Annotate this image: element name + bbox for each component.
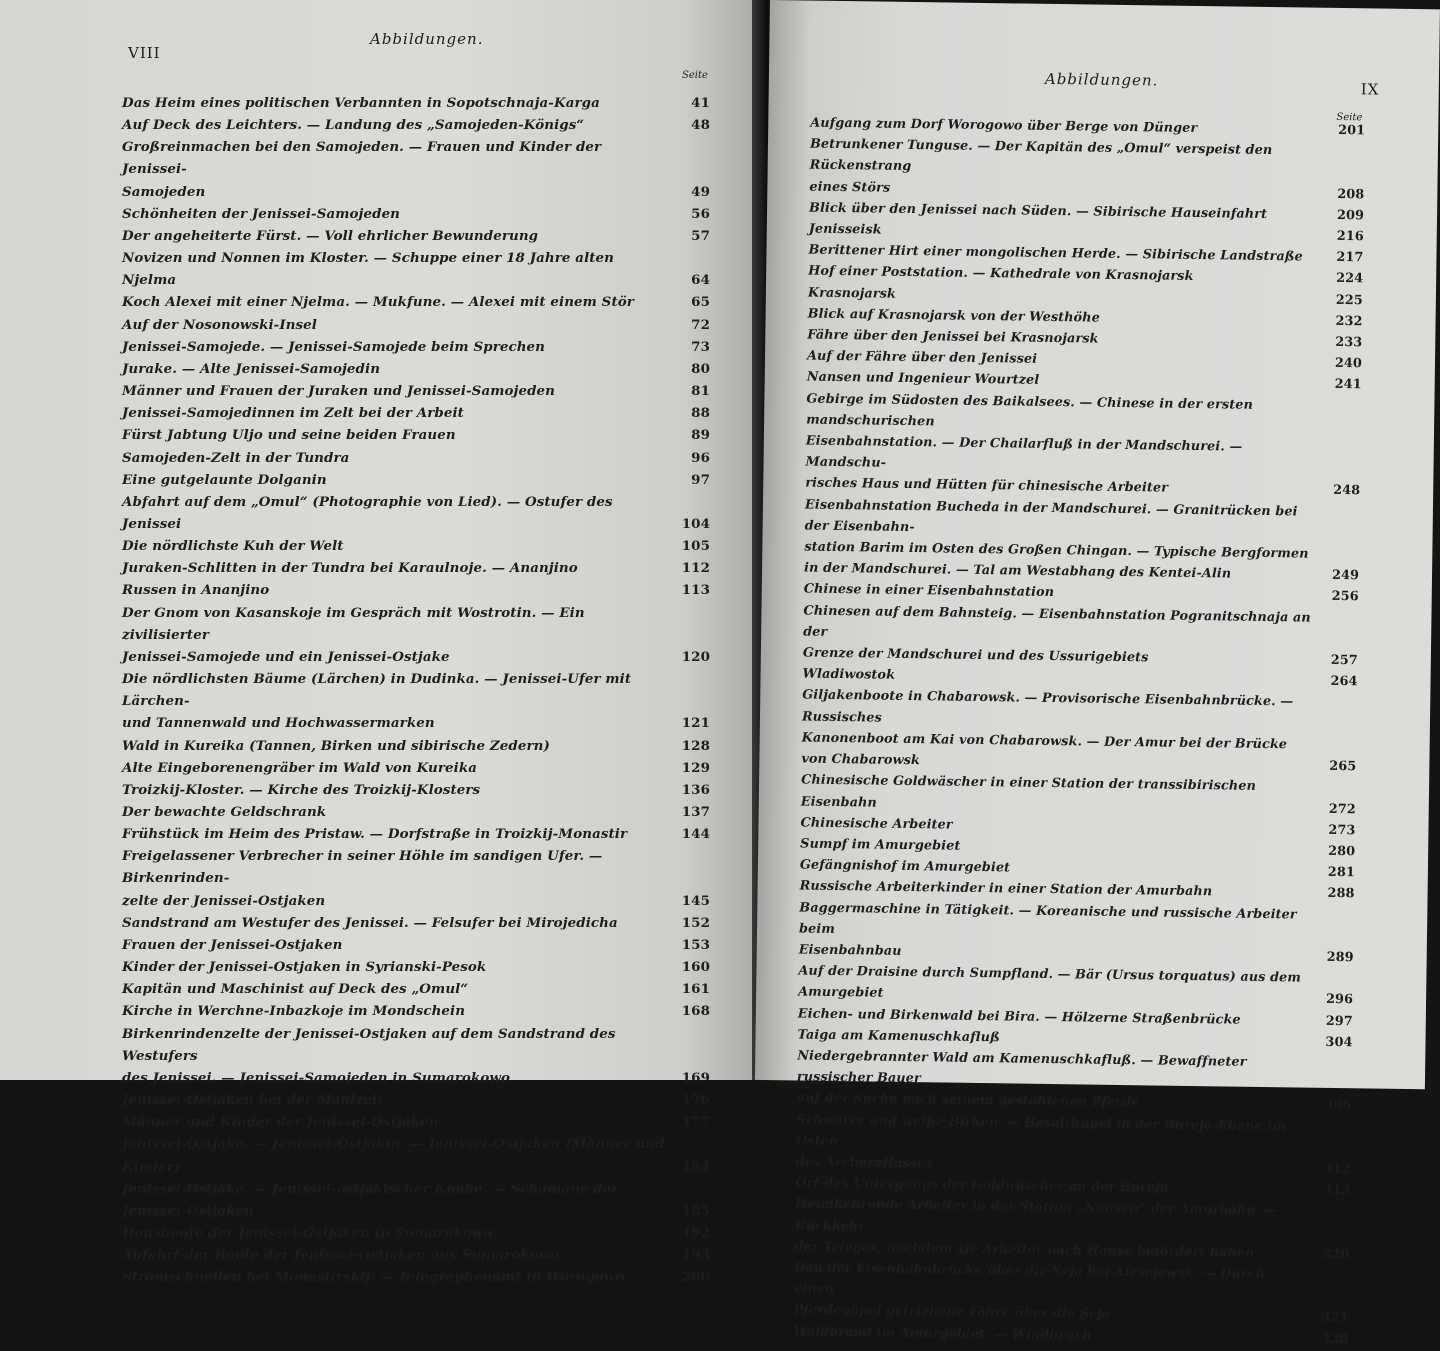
entry-caption: Berittener Hirt einer mongolischen Herde. — Sibirische Landstraße [808, 242, 1303, 265]
entry-caption: Bau der Eisenbahnbrücke über die Seja bei Alexejewsk. — Durch einen Pferdegöpel getriebene Fähre über die Seja [793, 1260, 1266, 1323]
entry-caption: Frauen der Jenissei-Ostjaken [122, 936, 343, 953]
list-item [794, 1257, 1350, 1328]
list-item [122, 823, 710, 845]
entry-page-number: 209 [1336, 207, 1365, 224]
entry-page-number: 120 [681, 648, 710, 665]
entry-page-number: 113 [681, 582, 710, 599]
entry-page-number: 288 [1327, 886, 1355, 902]
entry-page-number: 49 [691, 183, 710, 200]
right-page-header: Abbildungen. [1044, 69, 1159, 90]
entry-caption: Betrunkener Tunguse. — Der Kapitän des „Omul“ verspeist den Rückenstrang eines Störs [809, 136, 1273, 196]
list-item [122, 92, 710, 114]
list-item [122, 1133, 710, 1177]
entry-page-number: 144 [681, 826, 710, 843]
entry-caption: Waldbrand im Amurgebiet. — Windbruch [793, 1324, 1092, 1344]
list-item [122, 1178, 710, 1222]
list-item [122, 1023, 710, 1089]
entry-caption: Fähre über den Jenissei bei Krasnojarsk [807, 327, 1099, 347]
entry-page-number: 304 [1325, 1034, 1353, 1050]
entry-caption: Jenissei-Ostjake. — Jenissei-ostjakischer Knabe. — Schamane der Jenissei-Ostjaken [122, 1180, 619, 1219]
entry-page-number: 265 [1329, 758, 1357, 775]
list-item [796, 1109, 1352, 1180]
entry-page-number: 72 [691, 316, 710, 333]
entry-page-number: 233 [1335, 334, 1363, 351]
entry-page-number: 200 [681, 1269, 710, 1286]
entry-page-number: 121 [681, 715, 710, 732]
entry-caption: Schönheiten der Jenissei-Samojeden [122, 205, 401, 222]
entry-caption: Kinder der Jenissei-Ostjaken in Syrianski-Pesok [122, 959, 487, 976]
list-item [804, 494, 1360, 587]
entry-caption: Sumpf im Amurgebiet [800, 836, 961, 854]
list-item [122, 845, 710, 911]
entry-page-number: 112 [681, 560, 710, 577]
entry-caption: Jenisseisk [808, 221, 882, 238]
entry-page-number: 168 [681, 1003, 710, 1020]
list-item [794, 1194, 1350, 1265]
entry-page-number: 105 [681, 538, 710, 555]
entry-caption: Der angeheiterte Fürst. — Voll ehrlicher Bewunderung [122, 227, 539, 244]
entry-caption: Chinesische Goldwäscher in einer Station der transsibirischen Eisenbahn [800, 772, 1256, 811]
entry-caption: Ort des Untergangs der Goldwäscher an der Bureja [795, 1175, 1169, 1196]
list-item [799, 897, 1355, 968]
entry-caption: Auf der Fähre über den Jenissei [806, 348, 1038, 367]
list-item [122, 1000, 710, 1022]
list-item [801, 685, 1357, 778]
list-item [122, 203, 710, 225]
entry-page-number: 320 [1322, 1246, 1350, 1262]
entry-caption: Männer und Frauen der Juraken und Jenissei-Samojeden [122, 383, 556, 400]
entry-caption: Großreinmachen bei den Samojeden. — Frauen und Kinder der Jenissei- Samojeden [122, 139, 602, 200]
entry-page-number: 297 [1325, 1013, 1353, 1029]
entry-page-number: 161 [681, 981, 710, 998]
entry-page-number: 280 [1328, 843, 1356, 860]
entry-caption: Juraken-Schlitten in der Tundra bei Karaulnoje. — Ananjino [122, 560, 578, 577]
entry-caption: Die nördlichste Kuh der Welt [122, 538, 344, 555]
entry-page-number: 177 [681, 1114, 710, 1131]
list-item [122, 579, 710, 601]
entry-page-number: 249 [1331, 568, 1360, 584]
list-item [122, 535, 710, 557]
entry-page-number: 224 [1336, 271, 1364, 287]
entry-page-number: 128 [681, 737, 710, 754]
entry-page-number: 81 [691, 383, 710, 400]
entry-page-number: 104 [681, 515, 710, 532]
list-item [122, 114, 710, 136]
list-item [122, 247, 710, 291]
list-item [122, 1266, 710, 1288]
list-item [809, 134, 1365, 205]
entry-caption: Jenissei-Samojedinnen im Zelt bei der Arbeit [122, 405, 464, 422]
entry-page-number: 96 [691, 449, 710, 466]
entry-caption: Taiga am Kamenuschkafluß [797, 1027, 1001, 1046]
entry-page-number: 248 [1333, 483, 1361, 499]
entry-page-number: 256 [1331, 589, 1359, 605]
list-item [122, 602, 710, 668]
entry-page-number: 216 [1336, 228, 1364, 245]
list-item [122, 380, 710, 402]
entry-page-number: 145 [681, 892, 710, 909]
entry-page-number: 89 [691, 427, 710, 444]
entry-caption: Auf Deck des Leichters. — Landung des „Samojeden-Königs“ [122, 117, 585, 134]
list-item [122, 358, 710, 380]
list-item [122, 336, 710, 358]
entry-page-number: 217 [1336, 250, 1364, 266]
entry-caption: Kapitän und Maschinist auf Deck des „Omul“ [122, 981, 469, 998]
entry-caption: Jurake. — Alte Jenissei-Samojedin [122, 360, 381, 377]
entry-page-number: 257 [1330, 652, 1358, 669]
entry-caption: Heimkehrende Arbeiter in der Station „Nansen“ der Amurbahn. — Rückkehr der Telegas, nachdem sie Arbeiter nach Hause befördert haben [794, 1196, 1278, 1261]
entry-page-number: 208 [1337, 186, 1365, 202]
entry-page-number: 48 [691, 117, 710, 134]
entry-caption: Baggermaschine in Tätigkeit. — Koreanische und russische Arbeiter beim Eisenbahnbau [798, 900, 1297, 959]
entry-page-number: 241 [1334, 377, 1362, 393]
entry-caption: Wald in Kureika (Tannen, Birken und sibirische Zedern) [122, 737, 550, 754]
entry-page-number: 137 [681, 804, 710, 820]
entry-page-number: 88 [691, 405, 710, 422]
entry-page-number: 193 [681, 1247, 710, 1264]
right-page [755, 0, 1440, 1347]
list-item [122, 1111, 710, 1133]
list-item [803, 600, 1359, 671]
entry-page-number: 80 [691, 360, 710, 377]
entry-caption: Chinese in einer Eisenbahnstation [803, 581, 1055, 601]
list-item [122, 491, 710, 535]
entry-caption: Russische Arbeiterkinder in einer Station der Amurbahn [799, 878, 1213, 900]
entry-caption: Krasnojarsk [807, 285, 897, 302]
list-item [122, 557, 710, 579]
entry-page-number: 321 [1321, 1310, 1349, 1326]
entry-page-number: 272 [1328, 801, 1356, 817]
entry-page-number: 65 [691, 294, 710, 311]
right-page-number: IX [1360, 80, 1380, 99]
entry-page-number: 56 [691, 205, 710, 222]
entry-caption: Alte Eingeborenengräber im Wald von Kureika [122, 759, 477, 776]
list-item [122, 735, 710, 757]
list-item [122, 757, 710, 779]
entry-caption: Abfahrt der Boote der Jenissei-Ostjaken aus Sumarokowo [122, 1247, 560, 1264]
list-item [122, 314, 710, 336]
entry-caption: Giljakenboote in Chabarowsk. — Provisorische Eisenbahnbrücke. — Russisches Kanonenboot am Kai von Chabarowsk. — Der Amur bei der Brücke von Chabarowsk [801, 688, 1294, 769]
entry-page-number: 201 [1338, 122, 1366, 139]
entry-page-number: 169 [681, 1069, 710, 1086]
entry-page-number: 97 [691, 471, 710, 488]
left-page-number: VIII [128, 44, 161, 62]
entry-page-number: 185 [681, 1202, 710, 1219]
entry-caption: Blick über den Jenissei nach Süden. — Sibirische Hauseinfahrt [808, 200, 1268, 222]
left-illustration-list [122, 92, 710, 1288]
entry-caption: Kirche in Werchne-Inbazkoje im Mondschein [122, 1003, 466, 1020]
entry-page-number: 153 [681, 936, 710, 953]
entry-caption: Hausboote der Jenissei-Ostjaken in Sumarokowo [122, 1224, 493, 1241]
entry-caption: Chinesische Arbeiter [800, 815, 953, 833]
entry-caption: Birkenrindenzelte der Jenissei-Ostjaken auf dem Sandstrand des Westufers des Jenissei. — Jenissei-Samojeden in Sumarokowo [122, 1025, 616, 1086]
entry-caption: Schwarze und weiße Birken. — Basalthügel in der Bureja-Ebene im Osten des Archaraflusses [795, 1112, 1286, 1172]
entry-caption: Auf der Nosonowski-Insel [122, 316, 317, 333]
entry-page-number: 289 [1326, 949, 1354, 966]
entry-caption: Sandstrand am Westufer des Jenissei. — Felsufer bei Mirojedicha [122, 914, 618, 931]
entry-caption: Eine gutgelaunte Dolganin [122, 471, 327, 488]
entry-page-number: 328 [1321, 1331, 1349, 1347]
entry-caption: Fürst Jabtung Uljo und seine beiden Frauen [122, 427, 456, 444]
entry-caption: Chinesen auf dem Bahnsteig. — Eisenbahnstation Pogranitschnaja an der Grenze der Mandschurei und des Ussurigebiets [802, 603, 1311, 666]
entry-page-number: 232 [1335, 313, 1363, 330]
entry-caption: Russen in Ananjino [122, 582, 270, 599]
entry-page-number: 73 [691, 338, 710, 355]
list-item [122, 801, 710, 823]
entry-page-number: 296 [1325, 992, 1354, 1008]
entry-caption: Novizen und Nonnen im Kloster. — Schuppe einer 18 Jahre alten Njelma [122, 250, 614, 289]
entry-page-number: 136 [681, 781, 710, 798]
entry-caption: Jenissei-Ostjaken bei der Mahlzeit [122, 1092, 384, 1109]
entry-caption: Gebirge im Südosten des Baikalsees. — Chinese in der ersten mandschurischen Eisenbahnstation. — Der Chailarfluß in der Mandschurei. — Mandschu- risches Haus und Hütten für chinesische Arbeiter [805, 391, 1254, 497]
entry-page-number: 176 [681, 1092, 710, 1109]
entry-caption: Die nördlichsten Bäume (Lärchen) in Dudinka. — Jenissei-Ufer mit Lärchen- und Tannenwald und Hochwassermarken [122, 671, 632, 732]
entry-caption: Aufgang zum Dorf Worogowo über Berge von Dünger [810, 115, 1198, 136]
entry-caption: Der Gnom von Kasanskoje im Gespräch mit Wostrotin. — Ein zivilisierter Jenissei-Samojede und ein Jenissei-Ostjake [122, 604, 585, 665]
list-item [122, 469, 710, 491]
entry-page-number: 129 [681, 759, 710, 776]
entry-caption: Troizkij-Kloster. — Kirche des Troizkij-Klosters [122, 781, 481, 798]
list-item [122, 424, 710, 446]
entry-caption: Frühstück im Heim des Pristaw. — Dorfstraße in Troizkij-Monastir [122, 826, 628, 843]
entry-page-number: 41 [691, 95, 710, 111]
entry-page-number: 313 [1323, 1182, 1351, 1199]
entry-caption: Auf der Draisine durch Sumpfland. — Bär (Ursus torquatus) aus dem Amurgebiet [798, 963, 1302, 1002]
list-item [122, 136, 710, 202]
right-illustration-list [793, 113, 1365, 1350]
entry-caption: Blick auf Krasnojarsk von der Westhöhe [807, 306, 1100, 326]
list-item [122, 1244, 710, 1266]
entry-page-number: 240 [1334, 356, 1363, 372]
entry-caption: Freigelassener Verbrecher in seiner Höhle im sandigen Ufer. — Birkenrinden- zelte der Jenissei-Ostjaken [122, 848, 603, 909]
left-page-header: Abbildungen. [370, 30, 484, 48]
entry-caption: Koch Alexei mit einer Njelma. — Mukfune. — Alexei mit einem Stör [122, 294, 634, 311]
entry-page-number: 192 [681, 1224, 710, 1241]
list-item [122, 934, 710, 956]
entry-page-number: 160 [681, 959, 710, 976]
entry-caption: Eichen- und Birkenwald bei Bira. — Hölzerne Straßenbrücke [797, 1006, 1241, 1028]
entry-page-number: 225 [1335, 292, 1363, 308]
list-item [122, 402, 710, 424]
list-item [122, 1089, 710, 1111]
list-item [122, 225, 710, 247]
entry-page-number: 184 [681, 1158, 710, 1175]
entry-caption: Gefängnishof im Amurgebiet [799, 857, 1011, 876]
entry-caption: Stromschnellen bei Monastirskij. — Telegraphenamt in Worogowo [122, 1269, 625, 1286]
entry-page-number: 281 [1327, 864, 1355, 881]
entry-caption: Nansen und Ingenieur Wourtzel [806, 369, 1040, 389]
entry-caption: Wladiwostok [802, 666, 896, 684]
entry-caption: Männer und Kinder der Jenissei-Ostjaken [122, 1114, 439, 1131]
entry-caption: Das Heim eines politischen Verbannten in Sopotschnaja-Karga [122, 95, 600, 111]
list-item [122, 1222, 710, 1244]
entry-page-number: 152 [681, 914, 710, 931]
left-seite-label: Seite [682, 70, 708, 81]
list-item [122, 291, 710, 313]
entry-caption: Hof einer Poststation. — Kathedrale von Krasnojarsk [808, 263, 1194, 285]
right-seite-label: Seite [1336, 111, 1363, 124]
entry-caption: Abfahrt auf dem „Omul“ (Photographie von Lied). — Ostufer des Jenissei [122, 493, 613, 532]
entry-caption: Samojeden-Zelt in der Tundra [122, 449, 350, 466]
list-item [122, 912, 710, 934]
entry-page-number: 312 [1323, 1161, 1351, 1178]
list-item [805, 388, 1361, 502]
entry-caption: Niedergebrannter Wald am Kamenuschkafluß. — Bewaffneter russischer Bauer auf der Suche nach seinem gestohlenen Pferde [796, 1048, 1247, 1111]
list-item [122, 956, 710, 978]
entry-caption: Der bewachte Geldschrank [122, 804, 327, 820]
list-item [122, 779, 710, 801]
entry-caption: Jenissei-Ostjake. — Jenissei-Ostjakin. — Jenissei-Ostjaken (Männer und Kinder) [122, 1136, 665, 1175]
entry-caption: Jenissei-Samojede. — Jenissei-Samojede beim Sprechen [122, 338, 546, 355]
entry-page-number: 273 [1328, 822, 1356, 838]
list-item [122, 668, 710, 734]
entry-page-number: 57 [691, 227, 710, 244]
entry-caption: Eisenbahnstation Bucheda in der Mandschurei. — Granitrücken bei der Eisenbahn- station Barim im Osten des Großen Chingan. — Typische Bergformen in der Mandschurei. — Tal am Westabhang des Kentei-Alin [803, 497, 1309, 582]
list-item [122, 447, 710, 469]
list-item [797, 1045, 1353, 1116]
entry-page-number: 305 [1324, 1098, 1352, 1114]
entry-page-number: 64 [691, 272, 710, 289]
list-item [122, 978, 710, 1000]
entry-page-number: 264 [1330, 674, 1358, 690]
